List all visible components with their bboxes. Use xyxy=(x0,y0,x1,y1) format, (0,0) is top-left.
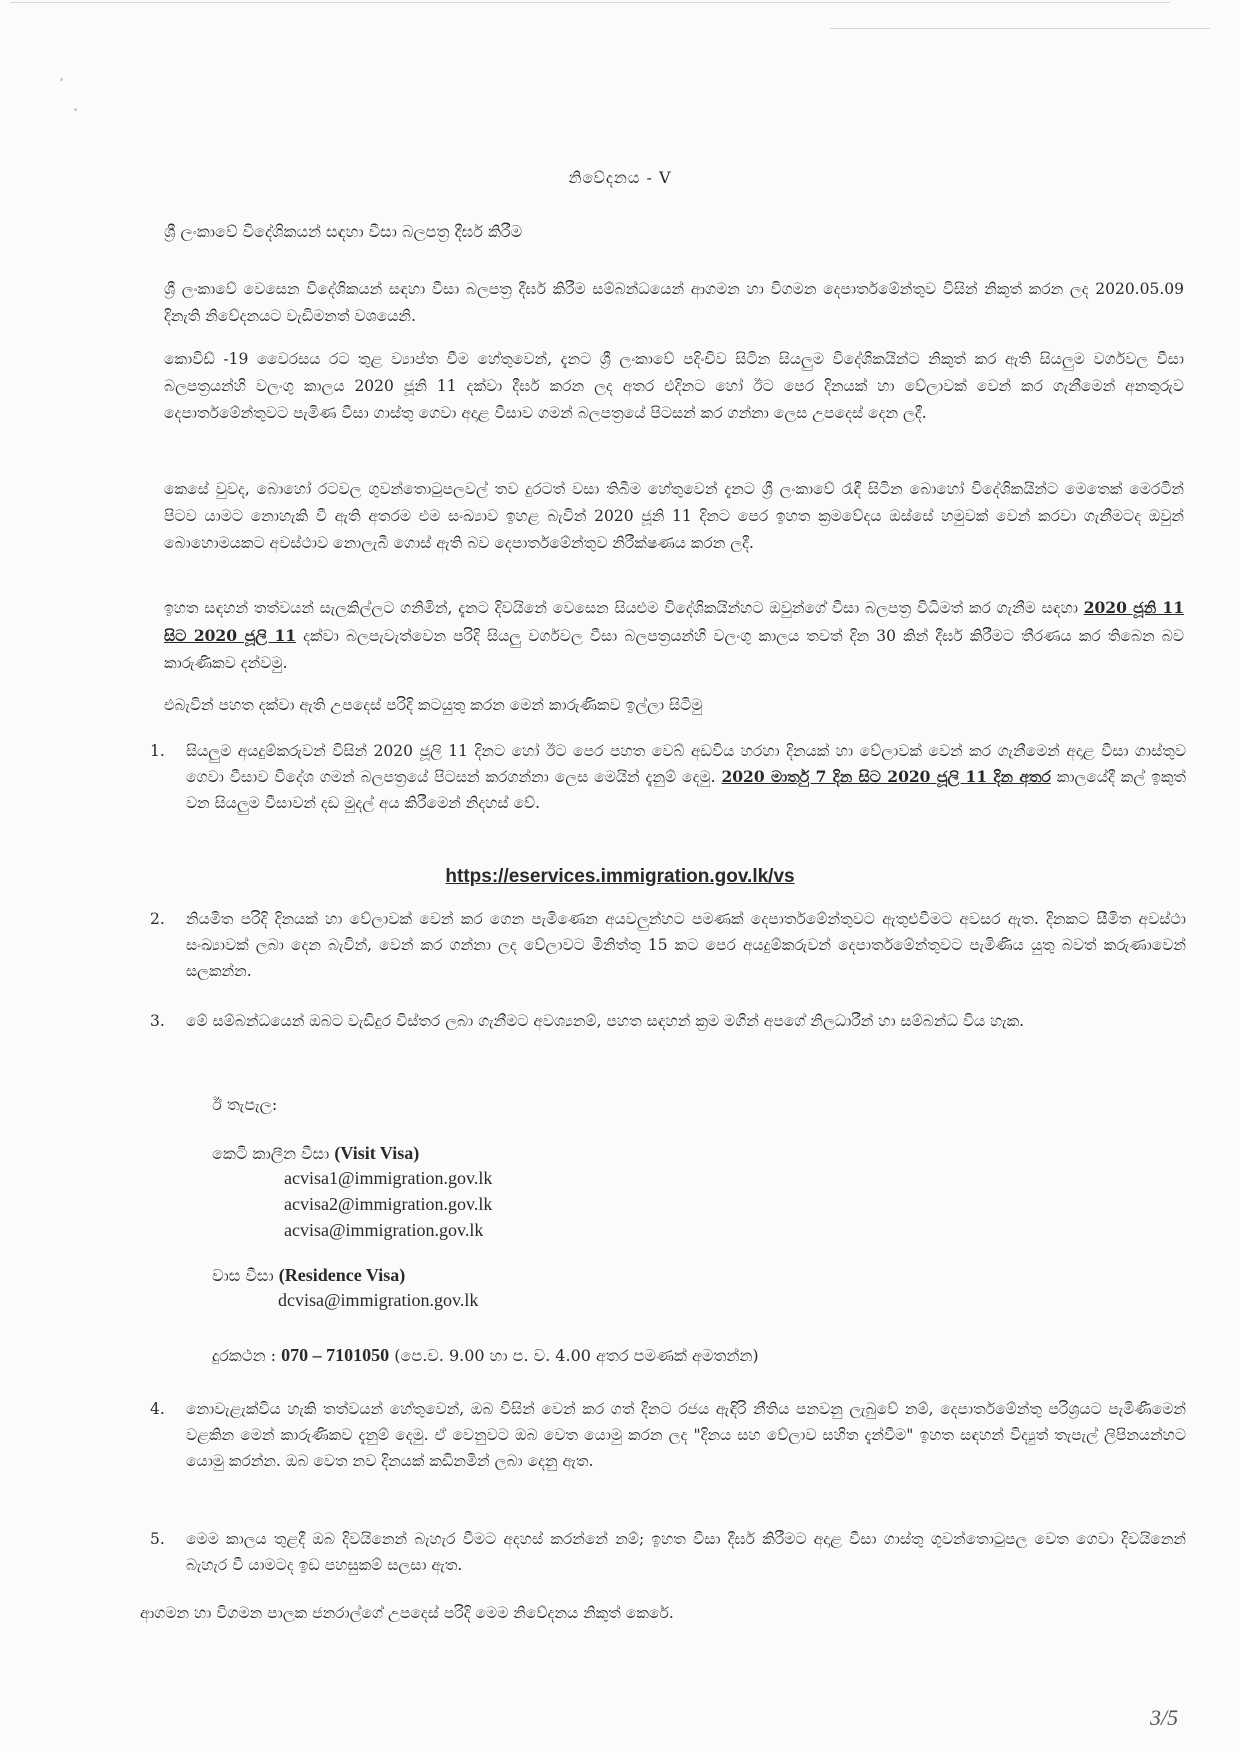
residence-visa-label xyxy=(212,1262,405,1289)
email-link[interactable]: acvisa2@immigration.gov.lk xyxy=(284,1194,493,1214)
list-number: 2. xyxy=(150,910,165,928)
subject-line: ශ්‍රී ලංකාවේ විදේශිකයන් සඳහා වීසා බලපත්‍ර දීර්ඝ කිරීම xyxy=(164,222,523,241)
paragraph-4-text: දක්වා බලපැවැත්වෙන පරිදි සියලු වර්ගවල වීසා බලපත්‍රයන්හි වලංගු කාලය තවත් දින 30 කින් දීර්ඝ කිරීමට තීරණය කර තිබෙන බව කාරුණිකව දන්වමු. xyxy=(164,627,1184,672)
paragraph-3: කෙසේ වුවද, බොහෝ රටවල ගුවන්තොටුපලවල් තව දුරටත් වසා තිබීම හේතුවෙන් දැනට ශ්‍රී ලංකාවේ රැඳී සිටින බොහෝ විදේශිකයින්ට මෙතෙක් මෙරටින් පිටව යාමට නොහැකි වී ඇති අතරම එම සංඛ්‍යාව ඉහළ බැවින් 2020 ජූනි 11 දිනට පෙර ඉහත ක්‍රමවේදය ඔස්සේ හමුවක් වෙන් කරවා ගැනීමටද ඔවුන් බොහොමයකට අවස්ථාව නොලැබී ගොස් ඇති බව දෙපාර්තමේන්තුව නිරීක්ෂණය කරන ලදී. xyxy=(164,480,1184,552)
scan-artifact xyxy=(10,2,1170,3)
paragraph-2: කොවිඩ් -19 වෛරසය රට තුළ ව්‍යාප්ත වීම හේතුවෙන්, දැනට ශ්‍රී ලංකාවේ පදිංචිව සිටින සියලුම විදේශිකයින්ට නිකුත් කර ඇති සියලුම වර්ගවල වීසා බලපත්‍රයන්හි වලංගු කාලය 2020 ජූනි 11 දක්වා දීර්ඝ කරන ලද අතර එදිනට හෝ ඊට පෙර දිනයක් හා වේලාවක් වෙන් කර ගැනීමෙන් අනතුරුව දෙපාර්තමේන්තුවට පැමිණ වීසා ගාස්තු ගෙවා අදාළ වීසාව ගමන් බලපත්‍රයේ පිටසන් කර ගන්නා ලෙස උපදෙස් දෙන ලදී. xyxy=(164,350,1184,422)
scan-artifact xyxy=(60,78,63,81)
instructions-intro: එබැවින් පහත දක්වා ඇති උපදෙස් පරිදි කටයුතු කරන මෙන් කාරුණිකව ඉල්ලා සිටිමු xyxy=(164,696,703,714)
visit-visa-label-en: (Visit Visa) xyxy=(334,1143,420,1163)
list-item-text xyxy=(186,738,1186,816)
scan-artifact xyxy=(74,108,77,111)
paragraph-4-text: ඉහත සඳහන් තත්වයන් සැලකිල්ලට ගනිමින්, දැනට දිවයිනේ වෙසෙන සියළුම විදේශිකයින්හට ඔවුන්ගේ වීසා බලපත්‍ර විධිමත් කර ගැනීම සඳහා xyxy=(164,599,1084,617)
residence-visa-label-si: වාස වීසා xyxy=(212,1266,279,1285)
phone-hours: (පෙ.ව. 9.00 හා ප. ව. 4.00 අතර පමණක් අමතන්න) xyxy=(389,1346,759,1365)
email-link[interactable]: dcvisa@immigration.gov.lk xyxy=(278,1290,479,1310)
closing-statement: ආගමන හා විගමන පාලක ජනරාල්ගේ උපදෙස් පරිදි මෙම නිවේදනය නිකුත් කෙරේ. xyxy=(140,1604,674,1622)
list-number: 4. xyxy=(150,1400,165,1418)
list-item-text-part: කාලයේදී කල් ඉකුත් වන සියලුම වීසාවන් දඩ මුදල් අය කිරීමෙන් නිදහස් වේ. xyxy=(186,768,1187,812)
date-range: 2020 ජූනි 11 සිට 2020 ජූලි 11 xyxy=(164,598,1184,645)
paragraph-4 xyxy=(164,594,1184,677)
date-range: 2020 මාර්තු 7 දින සිට 2020 ජූලි 11 දින අතර xyxy=(721,767,1051,786)
list-item-text: මේ සම්බන්ධයෙන් ඔබට වැඩිදුර විස්තර ලබා ගැනීමට අවශ්‍යනම්, පහත සඳහන් ක්‍රම මගින් අපගේ නිලධාරීන් හා සම්බන්ධ විය හැක. xyxy=(186,1012,1025,1030)
list-item-text: මෙම කාලය තුළදී ඔබ දිවයිනෙන් බැහැර වීමට අදහස් කරන්නේ නම්; ඉහත වීසා දීර්ඝ කිරීමට අදාළ වීසා ගාස්තු ගුවන්තොටුපල වෙත ගෙවා දිවයිනෙන් බැහැර වී යාමටද ඉඩ පහසුකම් සලසා ඇත. xyxy=(186,1530,1186,1574)
phone-number[interactable]: 070 – 7101050 xyxy=(281,1345,390,1365)
list-item-text: නොවැළැක්විය හැකි තත්වයන් හේතුවෙන්, ඔබ විසින් වෙන් කර ගත් දිනට රජය ඇඳිරි නීතිය පනවනු ලැබුවේ නම්, දෙපාර්තමේන්තු පරිශ්‍රයට පැමිණීමෙන් වළකින මෙන් කාරුණිකව දැනුම් දෙමු. ඒ වෙනුවට ඔබ වෙත යොමු කරන ලද "දිනය සහ වේලාව සහිත දැන්වීම" ඉහත සඳහන් විද්‍යුත් තැපැල් ලිපිනයන්හට යොමු කරන්න. ඔබ වෙත නව දිනයක් කඩිනමින් ලබා දෙනු ඇත. xyxy=(186,1400,1186,1470)
residence-visa-label-en: (Residence Visa) xyxy=(278,1265,406,1285)
phone-line xyxy=(212,1342,759,1369)
list-number: 5. xyxy=(150,1530,165,1548)
eservices-link[interactable]: https://eservices.immigration.gov.lk/vs xyxy=(445,866,795,887)
scan-artifact xyxy=(830,28,1210,29)
email-label: ඊ තැපැල: xyxy=(212,1095,278,1114)
list-item-text: නියමිත පරිදි දිනයක් හා වේලාවක් වෙන් කර ගෙන පැමිණෙන අයවලුන්හට පමණක් දෙපාර්තමේන්තුවට ඇතුළුවීමට අවසර ඇත. දිනකට සීමිත අවස්ථා සංඛ්‍යාවක් ලබා දෙන බැවින්, වෙන් කර ගන්නා ලද වේලාවට මිනිත්තු 15 කට පෙර අයදුම්කරුවන් දෙපාර්තමේන්තුවට පැමිණිය යුතු බවත් කරුණාවෙන් සලකන්න. xyxy=(186,910,1186,980)
list-item-text-part: සියලුම අයදුම්කරුවන් විසින් 2020 ජූලි 11 දිනට හෝ ඊට පෙර පහත වෙබ් අඩවිය හරහා දිනයක් හා වේලාවක් වෙන් කර ගැනීමෙන් අදාළ වීසා ගාස්තුව ගෙවා වීසාව විදේශ ගමන් බලපත්‍රයේ පිටසන් කරගන්නා ලෙස මෙයින් දැනුම් දෙමු. xyxy=(186,742,1186,786)
paragraph-1: ශ්‍රී ලංකාවේ වෙසෙන විදේශිකයන් සඳහා වීසා බලපත්‍ර දීර්ඝ කිරීම සම්බන්ධයෙන් ආගමන හා විගමන දෙපාර්තමේන්තුව විසින් නිකුත් කරන ලද 2020.05.09 දිනැති නිවේදනයට වැඩිමනත් වශයෙනි. xyxy=(164,280,1184,325)
page-number: 3/5 xyxy=(1150,1705,1179,1730)
list-number: 3. xyxy=(150,1012,165,1030)
page-title: නිවේදනය - V xyxy=(568,168,672,187)
visit-visa-label xyxy=(212,1140,419,1167)
email-link[interactable]: acvisa@immigration.gov.lk xyxy=(284,1220,484,1240)
visit-visa-label-si: කෙටි කාලීන වීසා xyxy=(212,1144,335,1163)
phone-label: දුරකථන : xyxy=(212,1346,282,1365)
email-link[interactable]: acvisa1@immigration.gov.lk xyxy=(284,1168,493,1188)
list-number: 1. xyxy=(150,742,165,760)
